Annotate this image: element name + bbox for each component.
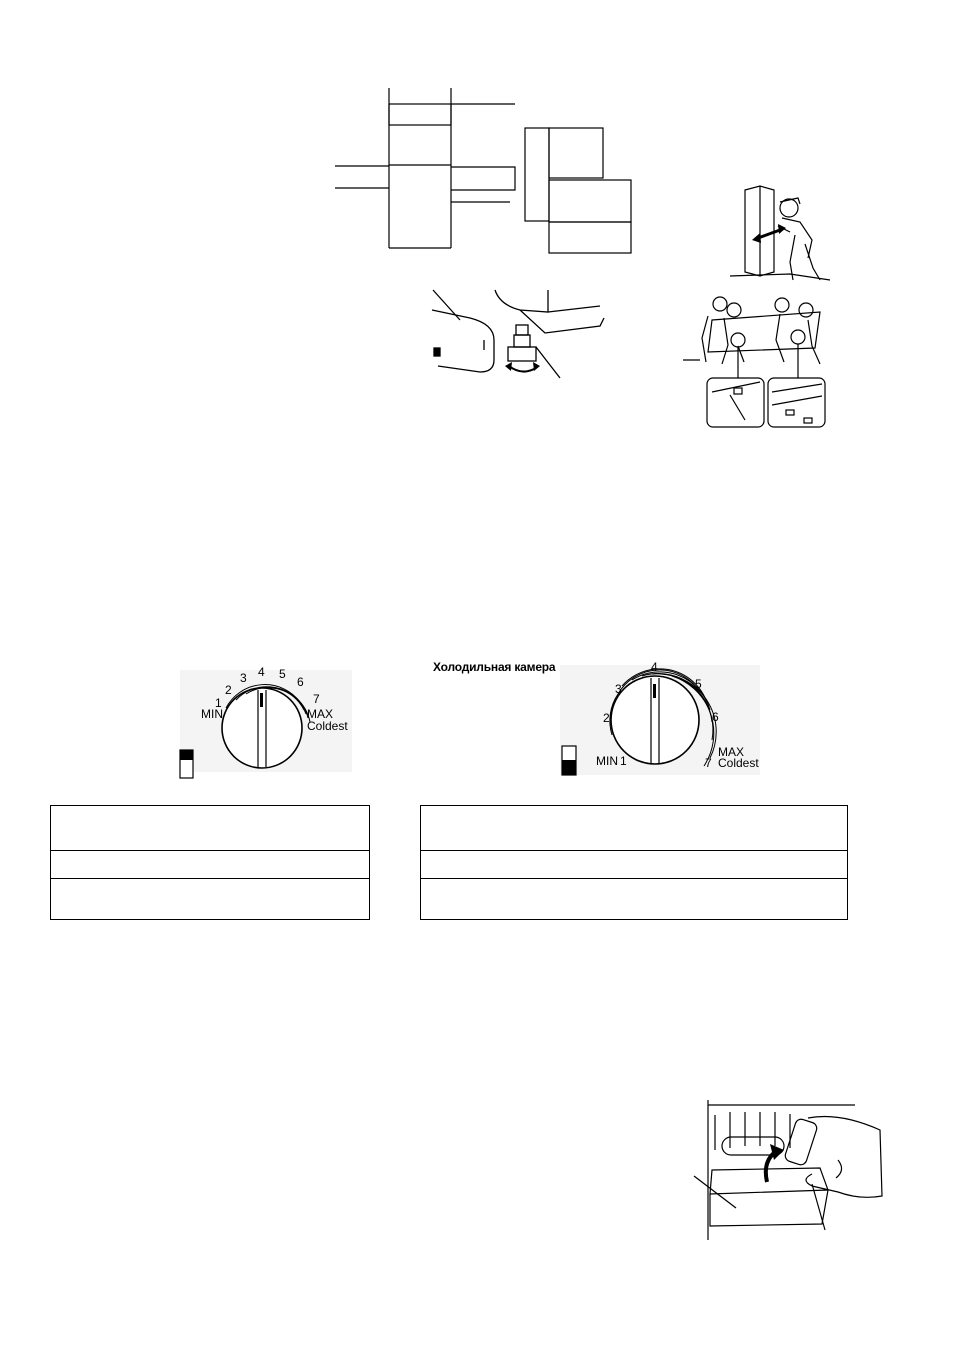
right-dial-number-4: 4 [651, 660, 658, 674]
left-dial-number-4: 4 [258, 665, 265, 679]
right-dial-number-7: 7 [705, 756, 712, 770]
right-dial-number-2: 2 [603, 711, 610, 725]
fridge-compartment-label: Холодильная камера [433, 660, 556, 674]
left-dial-number-7: 7 [313, 692, 320, 706]
left-dial-number-2: 2 [225, 683, 232, 697]
right-dial-min-label: MIN [596, 754, 618, 768]
left-dial-coldest-label: Coldest [307, 719, 348, 733]
right-dial-number-6: 6 [712, 710, 719, 724]
right-dial-number-1: 1 [620, 754, 627, 768]
left-dial-number-1: 1 [215, 696, 222, 710]
right-dial-coldest-label: Coldest [718, 756, 759, 770]
left-dial-number-3: 3 [240, 671, 247, 685]
left-dial-min-label: MIN [201, 707, 223, 721]
right-dial-number-3: 3 [615, 682, 622, 696]
right-dial-number-5: 5 [695, 677, 702, 691]
right-dial-max-label: MAX [718, 745, 745, 759]
left-dial-number-6: 6 [297, 675, 304, 689]
left-dial-number-5: 5 [279, 667, 286, 681]
left-dial-max-label: MAX [307, 707, 334, 721]
